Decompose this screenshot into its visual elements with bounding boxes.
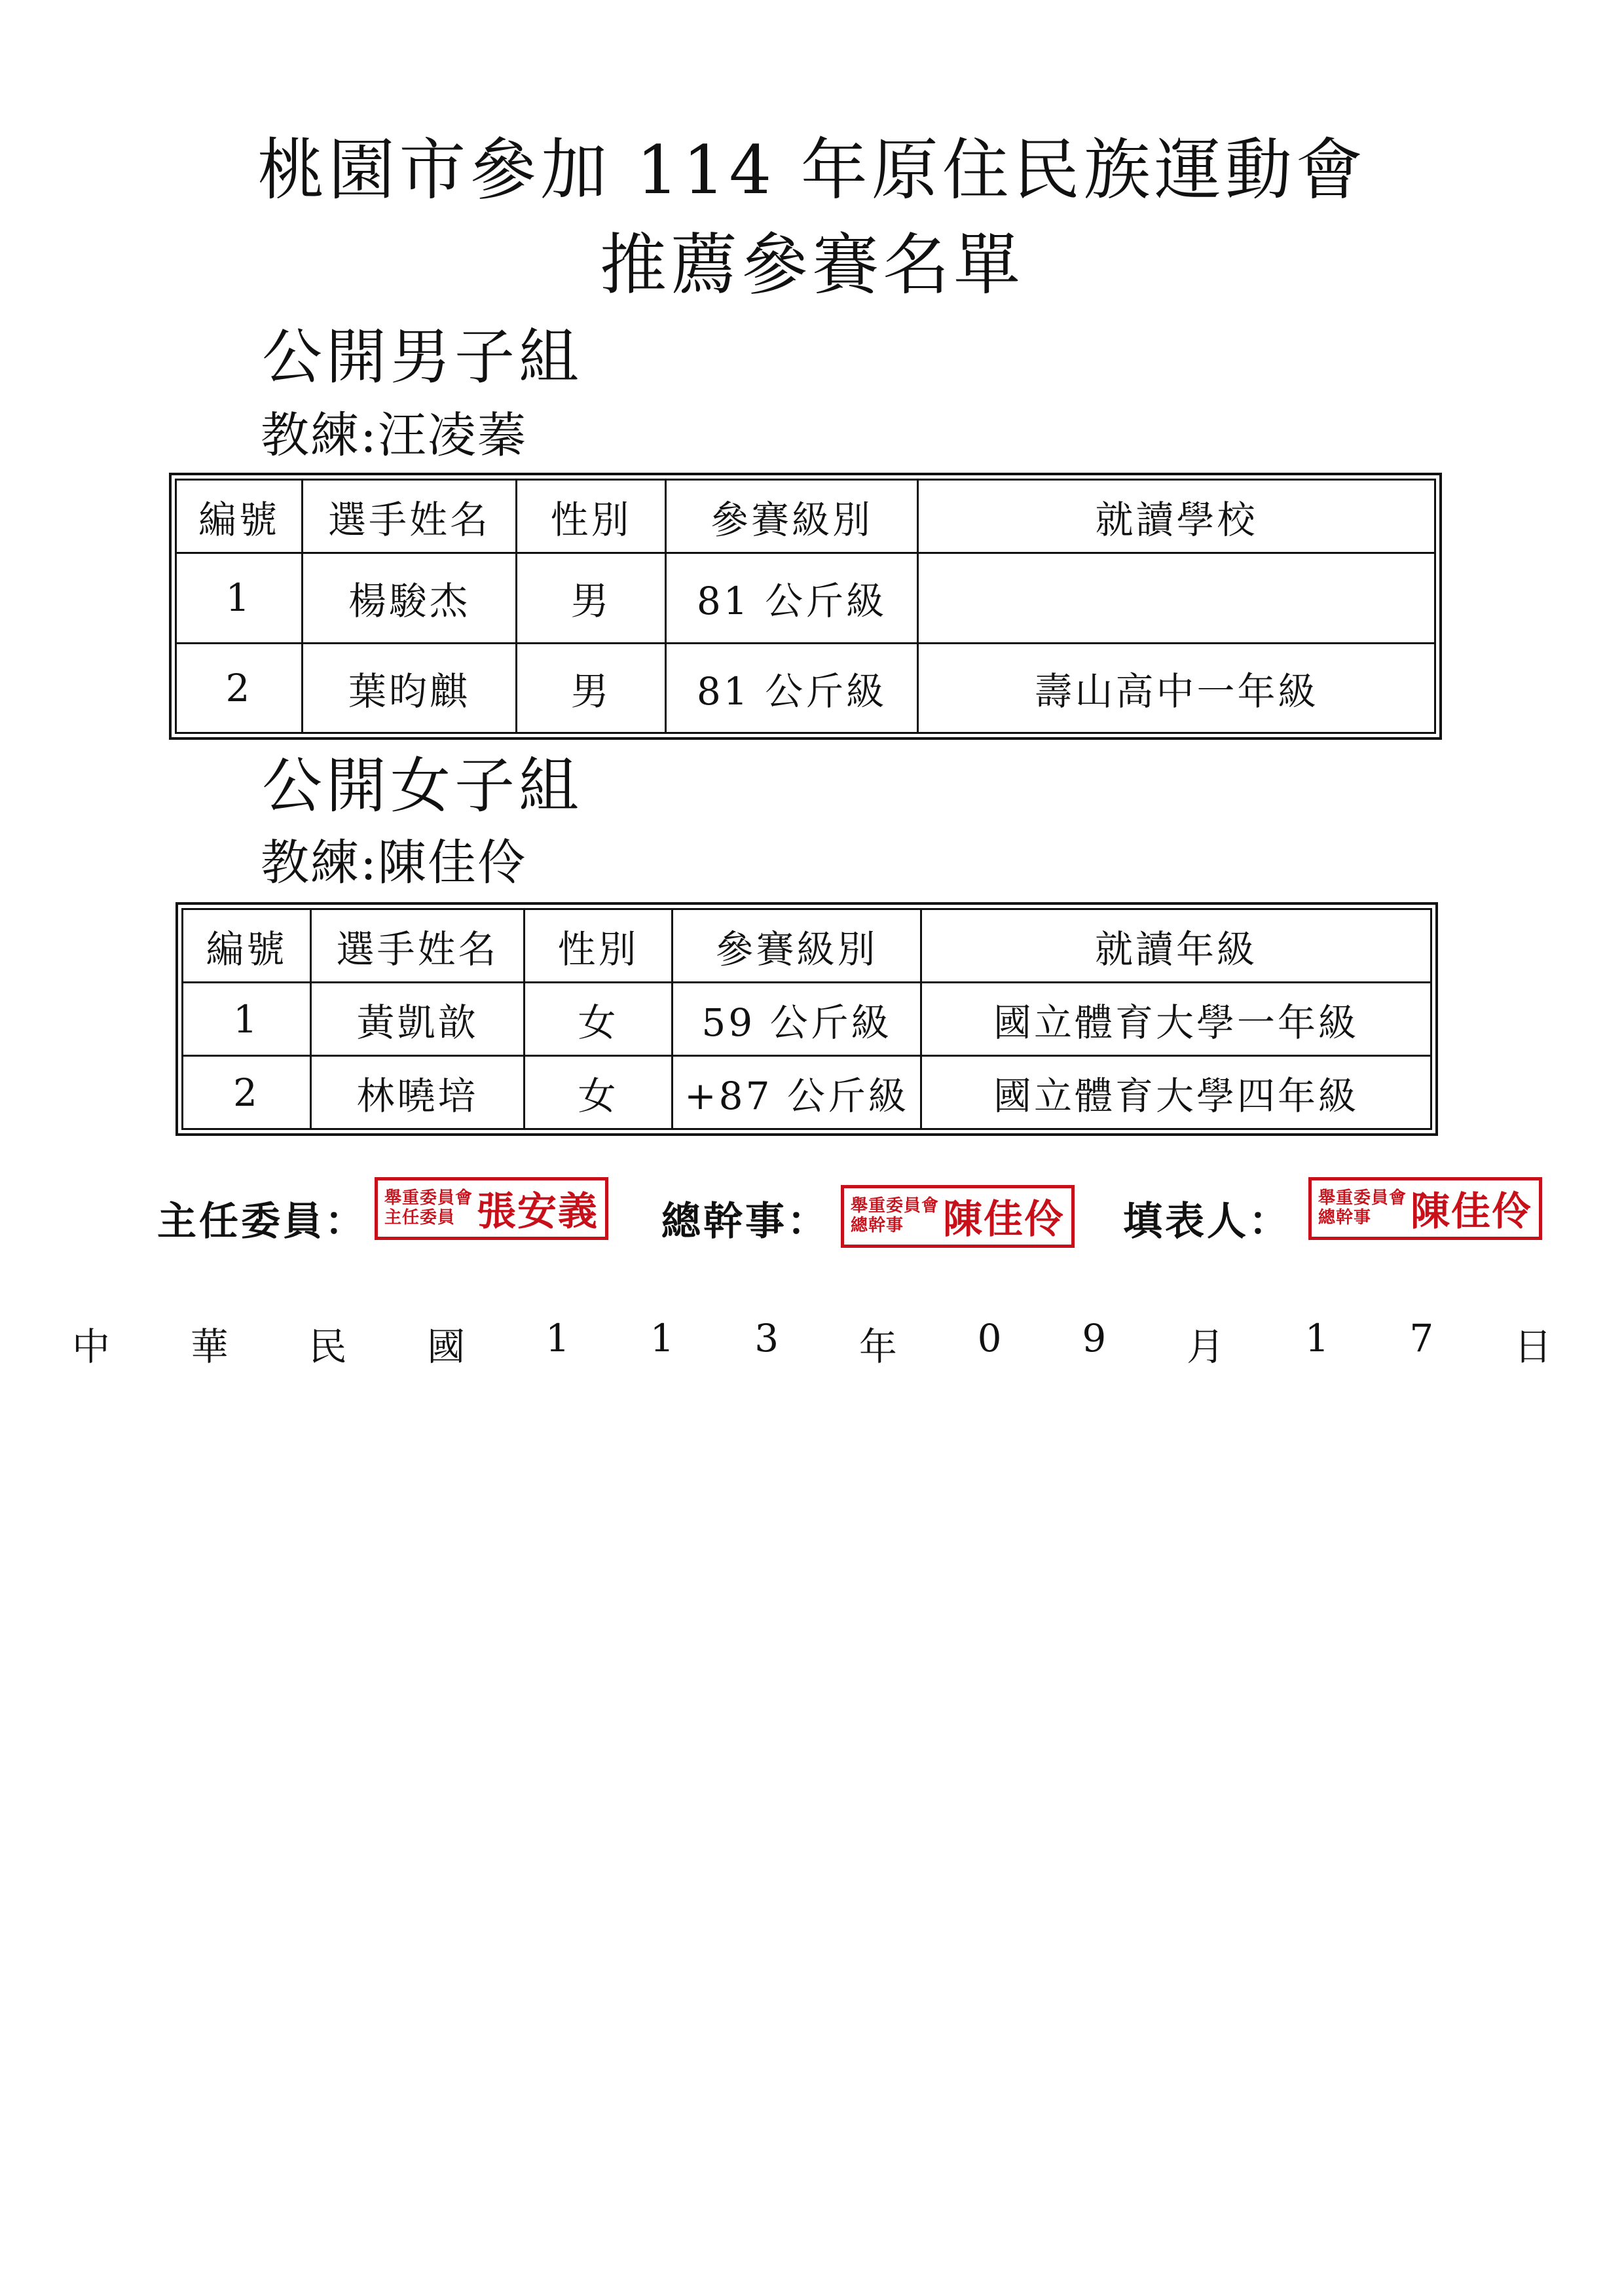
date-char: 7: [1409, 1316, 1434, 1360]
date-char: 1: [545, 1316, 570, 1360]
number-cell: 2: [176, 643, 303, 733]
table-row: [176, 643, 1435, 733]
secretary-general-stamp: [841, 1185, 1075, 1248]
header-cell: 就讀學校: [918, 480, 1435, 553]
men-table-header: [176, 480, 1435, 553]
weight-class-cell: 81 公斤級: [666, 643, 918, 733]
athlete-name-cell: 林曉培: [311, 1056, 525, 1129]
grade-cell: 國立體育大學四年級: [921, 1056, 1431, 1129]
date-char: 年: [858, 1324, 897, 1369]
stamp-name: 陳佳伶: [943, 1197, 1065, 1243]
table-row: [183, 1056, 1431, 1129]
header-cell: 選手姓名: [311, 909, 525, 983]
date-char: 中: [72, 1324, 111, 1369]
women-coach: 教練:陳佳伶: [261, 835, 527, 891]
stamp-org-text: [1318, 1189, 1407, 1228]
form-filler-label: 填表人：: [1123, 1199, 1291, 1245]
men-table: [169, 473, 1442, 740]
chairman-label: 主任委員：: [157, 1199, 367, 1245]
gender-cell: 男: [517, 643, 666, 733]
women-table: [175, 902, 1438, 1136]
date-char: 華: [190, 1324, 229, 1369]
stamp-line-2: 主任委員: [384, 1208, 456, 1228]
stamp-line-1: 舉重委員會: [384, 1188, 473, 1209]
header-cell: 選手姓名: [303, 480, 517, 553]
school-cell: 壽山高中一年級: [918, 643, 1435, 733]
header-cell: 性別: [517, 480, 666, 553]
stamp-line-2: 總幹事: [851, 1216, 904, 1235]
number-cell: 1: [183, 983, 311, 1056]
title-line-2: 推薦參賽名單: [600, 227, 1024, 304]
secretary-general-label: 總幹事：: [661, 1199, 829, 1245]
date-char: 月: [1186, 1324, 1225, 1369]
gender-cell: 女: [525, 983, 673, 1056]
chairman-stamp: [375, 1177, 608, 1240]
weight-class-cell: +87 公斤級: [673, 1056, 921, 1129]
women-table-header: [183, 909, 1431, 983]
number-cell: 2: [183, 1056, 311, 1129]
athlete-name-cell: 楊駿杰: [303, 553, 517, 644]
weight-class-cell: 59 公斤級: [673, 983, 921, 1056]
date-char: 1: [650, 1316, 674, 1360]
stamp-line-2: 總幹事: [1318, 1208, 1372, 1228]
stamp-org-text: [384, 1189, 473, 1228]
date-char: 民: [308, 1324, 347, 1369]
header-cell: 就讀年級: [921, 909, 1431, 983]
men-group-title: 公開男子組: [262, 322, 583, 392]
date-char: 日: [1513, 1324, 1552, 1369]
header-cell: 編號: [176, 480, 303, 553]
header-cell: 參賽級別: [673, 909, 921, 983]
gender-cell: 男: [517, 553, 666, 644]
stamp-name: 陳佳伶: [1411, 1189, 1533, 1235]
women-group-title: 公開女子組: [262, 751, 583, 821]
form-filler-stamp: [1308, 1177, 1542, 1240]
school-cell: [918, 553, 1435, 644]
date-char: 0: [977, 1316, 1002, 1360]
date-char: 3: [754, 1316, 779, 1360]
athlete-name-cell: 黃凱歆: [311, 983, 525, 1056]
date-char: 1: [1304, 1316, 1329, 1360]
header-cell: 性別: [525, 909, 673, 983]
number-cell: 1: [176, 553, 303, 644]
stamp-org-text: [851, 1197, 939, 1236]
date-line: [72, 1316, 1552, 1371]
header-cell: 編號: [183, 909, 311, 983]
header-cell: 參賽級別: [666, 480, 918, 553]
date-char: 國: [427, 1324, 466, 1369]
athlete-name-cell: 葉昀麒: [303, 643, 517, 733]
stamp-line-1: 舉重委員會: [851, 1196, 940, 1216]
gender-cell: 女: [525, 1056, 673, 1129]
men-coach: 教練:汪凌蓁: [261, 407, 527, 464]
weight-class-cell: 81 公斤級: [666, 553, 918, 644]
stamp-line-1: 舉重委員會: [1318, 1188, 1407, 1209]
title-line-1: 桃園市參加 114 年原住民族運動會: [257, 132, 1367, 210]
table-row: [176, 553, 1435, 644]
grade-cell: 國立體育大學一年級: [921, 983, 1431, 1056]
table-row: [183, 983, 1431, 1056]
date-char: 9: [1082, 1316, 1107, 1360]
stamp-name: 張安義: [477, 1189, 599, 1235]
